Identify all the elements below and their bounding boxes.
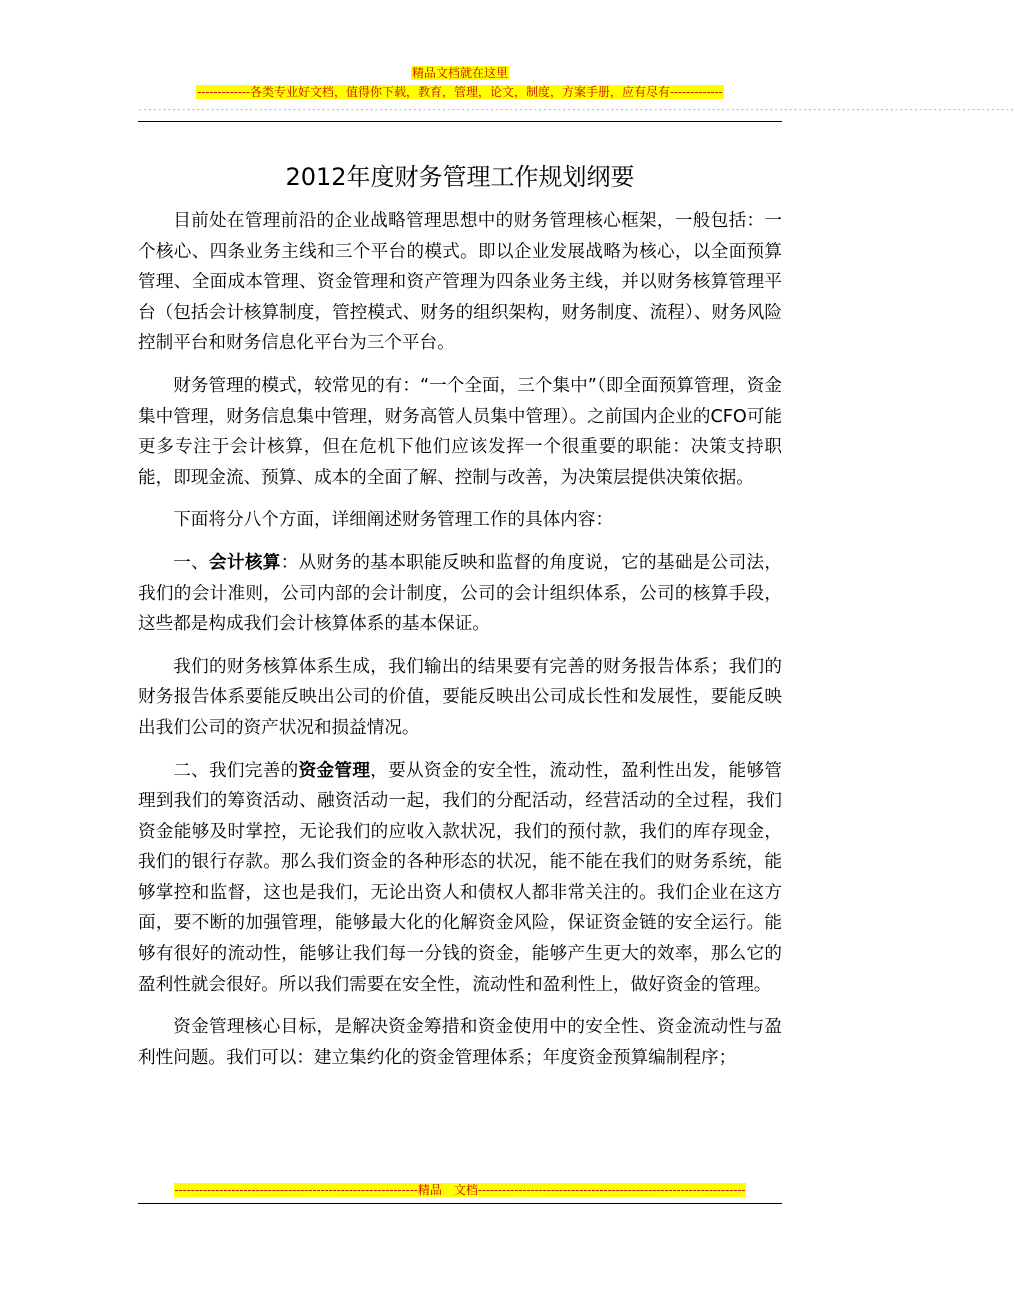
paragraph-1: 目前处在管理前沿的企业战略管理思想中的财务管理核心框架，一般包括：一个核心、四条业务主线和三个平台的模式。即以企业发展战略为核心，以全面预算管理、全面成本管理、资金管理和资产管理为四条业务主线，并以财务核算管理平台（包括会计核算制度，管控模式、财务的组织架构，财务制度、流程）、财务风险控制平台和财务信息化平台为三个平台。 <box>138 211 782 354</box>
paragraph-6-text: ，要从资金的安全性，流动性，盈利性出发，能够管理到我们的筹资活动、融资活动一起，我们的分配活动，经营活动的全过程，我们资金能够及时掌控，无论我们的应收入款状况，我们的预付款，我们的库存现金，我们的银行存款。那么我们资金的各种形态的状况，能不能在我们的财务系统，能够掌控和监督，这也是我们，无论出资人和债权人都非常关注的。我们企业在这方面，要不断的加强管理，能够最大化的化解资金风险，保证资金链的安全运行。能够有很好的流动性，能够让我们每一分钱的资金，能够产生更大的效率，那么它的盈利性就会很好。所以我们需要在安全性，流动性和盈利性上，做好资金的管理。 <box>138 760 782 995</box>
section-heading-accounting: 会计核算 <box>209 552 281 573</box>
header-title: 精品文档就在这里 <box>411 66 508 80</box>
paragraph-3: 下面将分八个方面，详细阐述财务管理工作的具体内容： <box>173 510 614 531</box>
page-header <box>0 66 920 100</box>
paragraph-4-prefix: 一、 <box>173 552 210 573</box>
paragraph-7: 资金管理核心目标，是解决资金筹措和资金使用中的安全性、资金流动性与盈利性问题。我们可以：建立集约化的资金管理体系；年度资金预算编制程序； <box>138 1017 782 1068</box>
page-footer <box>0 1183 920 1198</box>
header-tagline: -------------各类专业好文档，值得你下载，教育，管理，论文，制度，方案手册，应有尽有------------- <box>197 85 723 99</box>
header-dashed-line: -------------------------------------------------------------------------------------------------------------------------------------------------------------------------------------- <box>138 105 1015 114</box>
paragraph-4 <box>138 548 782 640</box>
footer-text: ------------------------------------------------------------精品 文档------------------------------------------------------------------ <box>174 1183 746 1197</box>
paragraph-2: 财务管理的模式，较常见的有：“一个全面，三个集中”（即全面预算管理，资金集中管理，财务信息集中管理，财务高管人员集中管理）。之前国内企业的CFO可能更多专注于会计核算，但在危机下他们应该发挥一个很重要的职能：决策支持职能，即现金流、预算、成本的全面了解、控制与改善，为决策层提供决策依据。 <box>138 375 782 488</box>
header-rule <box>138 121 782 122</box>
document-body <box>138 206 782 1085</box>
document-title: 2012年度财务管理工作规划纲要 <box>285 163 635 191</box>
paragraph-6-prefix: 二、我们完善的 <box>173 760 299 781</box>
section-heading-fund-management: 资金管理 <box>298 760 371 781</box>
paragraph-5: 我们的财务核算体系生成，我们输出的结果要有完善的财务报告体系；我们的财务报告体系要能反映出公司的价值，要能反映出公司成长性和发展性，要能反映出我们公司的资产状况和损益情况。 <box>138 656 782 738</box>
footer-rule <box>138 1203 782 1204</box>
paragraph-4-text: ：从财务的基本职能反映和监督的角度说，它的基础是公司法，我们的会计准则，公司内部的会计制度，公司的会计组织体系，公司的核算手段，这些都是构成我们会计核算体系的基本保证。 <box>138 552 782 635</box>
paragraph-6 <box>138 756 782 1001</box>
